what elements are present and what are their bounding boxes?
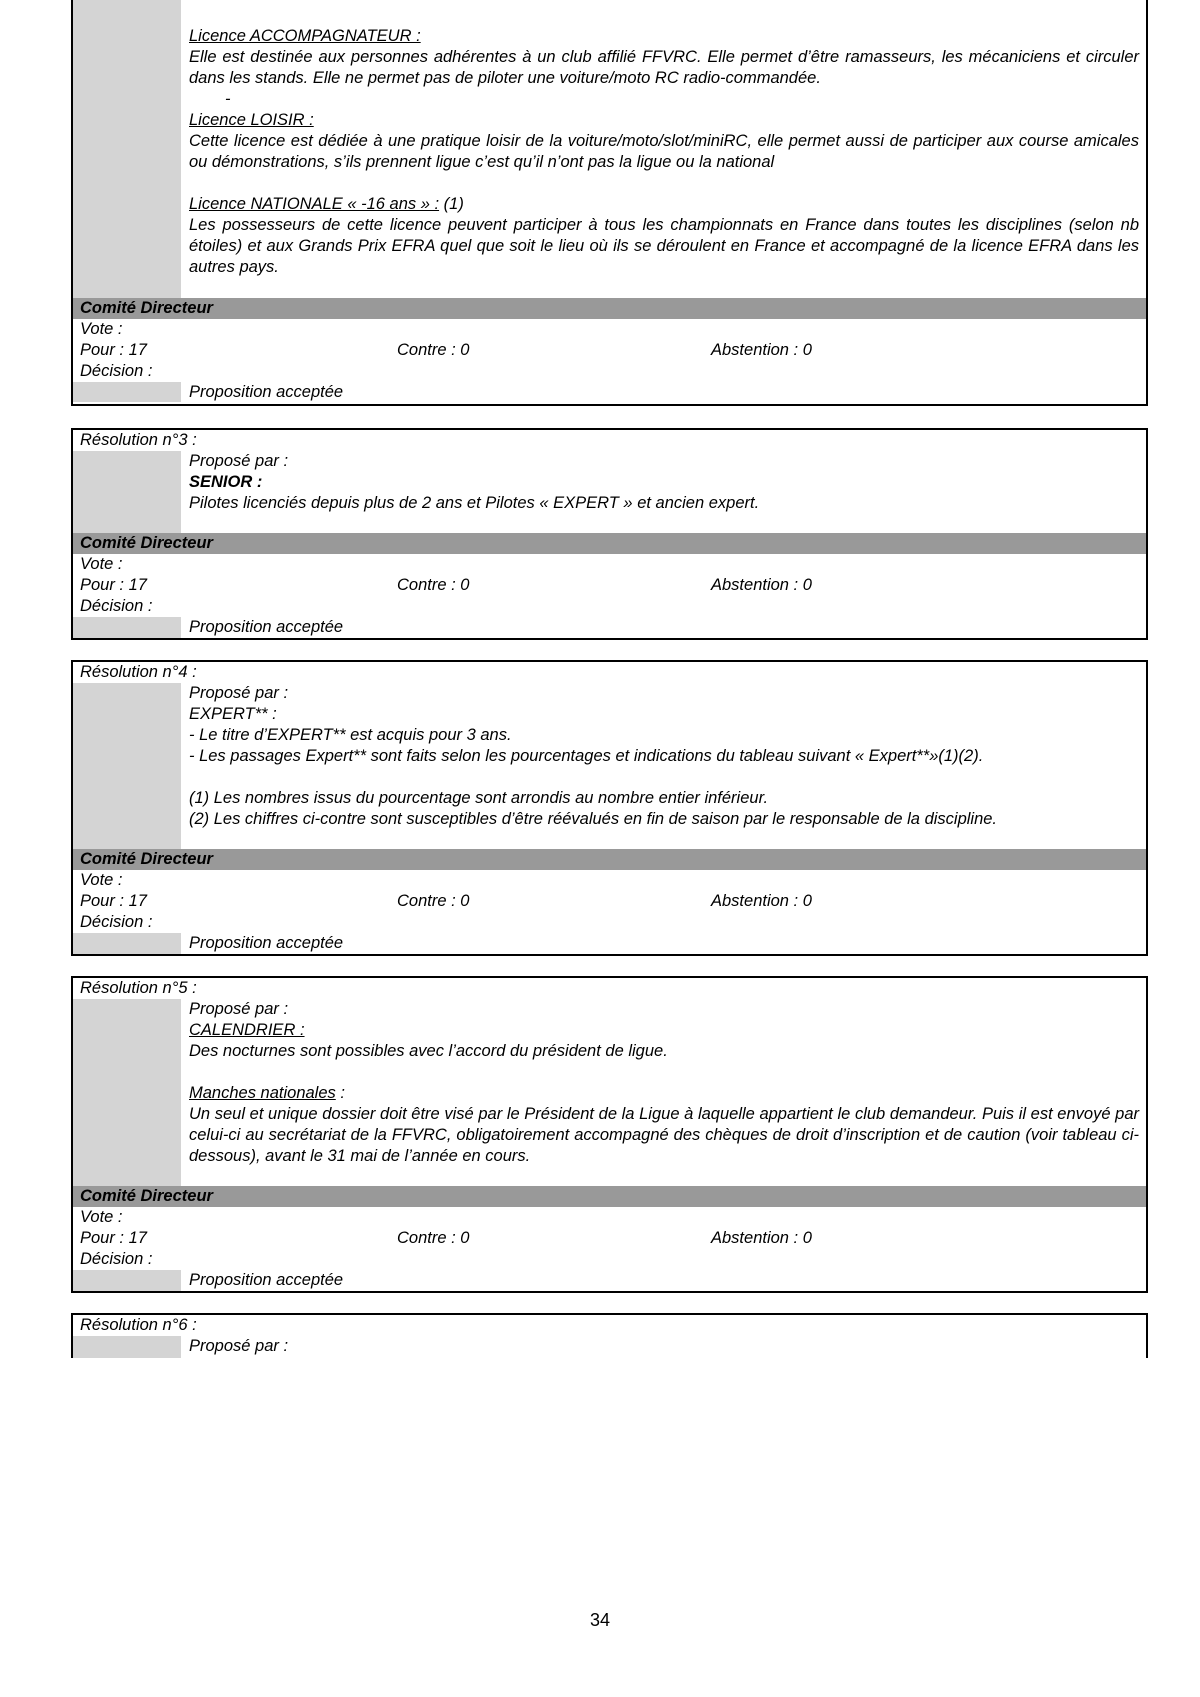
expert-note-2: (2) Les chiffres ci-contre sont susceptibles d’être réévalués en fin de saison par le responsable de la discipline. (189, 810, 998, 828)
vote-label: Vote : (80, 555, 123, 573)
propose-par-label: Proposé par : (189, 452, 289, 470)
dash-marker: - (225, 90, 231, 108)
decision-label: Décision : (80, 597, 153, 615)
licence-nationale-suffix: (1) (439, 195, 464, 213)
manches-heading (189, 1083, 1139, 1104)
abstention-count: Abstention : 0 (711, 341, 812, 359)
manches-title: Manches nationales (189, 1084, 336, 1102)
licence-nationale-heading (189, 194, 1139, 215)
abstention-count: Abstention : 0 (711, 576, 812, 594)
licence-loisir-text: Cette licence est dédiée à une pratique loisir de la voiture/moto/slot/miniRC, elle permet aussi de participer aux course amicales ou démonstrations, s’ils prennent ligue c’est qu’il n’ont pas la ligue ou la national (189, 132, 1139, 171)
page-number: 34 (589, 1610, 611, 1630)
calendrier-heading: CALENDRIER : (189, 1021, 305, 1039)
manches-text: Un seul et unique dossier doit être visé par le Président de la Ligue à laquelle appartient le club demandeur. Puis il est envoyé par celui-ci au secrétariat de la FFVRC, obligatoirement accompagné des chèques de droit d’inscription et de caution (voir tableau ci-dessous), avant le 31 mai de l’année en cours. (189, 1105, 1139, 1165)
decision-label: Décision : (80, 1250, 153, 1268)
vote-row (80, 340, 1080, 361)
decision-text: Proposition acceptée (189, 934, 344, 952)
comite-directeur-bar: Comité Directeur (73, 1186, 1146, 1207)
resolution-4 (71, 660, 1148, 956)
licence-accompagnateur-title: Licence ACCOMPAGNATEUR : (189, 27, 421, 45)
gray-column (73, 1270, 181, 1291)
contre-count: Contre : 0 (397, 892, 470, 910)
gray-column (73, 683, 181, 849)
resolution-6 (71, 1313, 1148, 1358)
pour-count: Pour : 17 (80, 576, 147, 594)
resolution-title: Résolution n°3 : (80, 431, 197, 449)
pour-count: Pour : 17 (80, 1229, 147, 1247)
manches-suffix: : (335, 1084, 345, 1102)
contre-count: Contre : 0 (397, 341, 470, 359)
vote-row (80, 1228, 1080, 1249)
resolution-title: Résolution n°5 : (80, 979, 197, 997)
vote-row (80, 891, 1080, 912)
contre-count: Contre : 0 (397, 1229, 470, 1247)
abstention-count: Abstention : 0 (711, 1229, 812, 1247)
vote-row (80, 575, 1080, 596)
decision-text: Proposition acceptée (189, 618, 344, 636)
comite-directeur-bar: Comité Directeur (73, 533, 1146, 554)
expert-line-2: - Les passages Expert** sont faits selon les pourcentages et indications du tableau suivant « Expert**»(1)(2). (189, 747, 984, 765)
gray-column (73, 382, 181, 402)
comite-directeur-bar: Comité Directeur (73, 849, 1146, 870)
resolution-title: Résolution n°4 : (80, 663, 197, 681)
licence-accompagnateur-text: Elle est destinée aux personnes adhérentes à un club affilié FFVRC. Elle permet d’être ramasseurs, les mécaniciens et circuler dans les stands. Elle ne permet pas de piloter une voiture/moto RC radio-commandée. (189, 48, 1139, 87)
pour-count: Pour : 17 (80, 892, 147, 910)
licence-loisir-title: Licence LOISIR : (189, 111, 314, 129)
gray-column (73, 1336, 181, 1358)
licence-block (71, 0, 1148, 406)
licence-nationale-title: Licence NATIONALE « -16 ans » : (189, 195, 440, 213)
expert-line-1: - Le titre d’EXPERT** est acquis pour 3 ans. (189, 726, 512, 744)
resolution-3 (71, 428, 1148, 640)
gray-column (73, 0, 181, 298)
propose-par-label: Proposé par : (189, 1000, 289, 1018)
propose-par-label: Proposé par : (189, 684, 289, 702)
gray-column (73, 933, 181, 954)
propose-par-label: Proposé par : (189, 1337, 289, 1355)
resolution-content (189, 999, 1139, 1167)
calendrier-text: Des nocturnes sont possibles avec l’accord du président de ligue. (189, 1042, 668, 1060)
decision-label: Décision : (80, 913, 153, 931)
vote-label: Vote : (80, 320, 123, 338)
expert-note-1: (1) Les nombres issus du pourcentage sont arrondis au nombre entier inférieur. (189, 789, 769, 807)
senior-heading: SENIOR : (189, 473, 263, 491)
senior-text: Pilotes licenciés depuis plus de 2 ans et Pilotes « EXPERT » et ancien expert. (189, 494, 760, 512)
licence-content (189, 26, 1139, 278)
comite-directeur-bar: Comité Directeur (73, 298, 1146, 319)
gray-column (73, 617, 181, 638)
gray-column (73, 451, 181, 533)
vote-label: Vote : (80, 1208, 123, 1226)
resolution-content (189, 451, 1139, 514)
vote-label: Vote : (80, 871, 123, 889)
decision-text: Proposition acceptée (189, 1271, 344, 1289)
resolution-content (189, 683, 1139, 830)
licence-nationale-text: Les possesseurs de cette licence peuvent participer à tous les championnats en France dans toutes les disciplines (selon nb étoiles) et aux Grands Prix EFRA quel que soit le lieu où ils se déroulent en France et accompagné de la licence EFRA dans les autres pays. (189, 216, 1139, 276)
contre-count: Contre : 0 (397, 576, 470, 594)
abstention-count: Abstention : 0 (711, 892, 812, 910)
expert-heading: EXPERT** : (189, 705, 277, 723)
resolution-5 (71, 976, 1148, 1293)
pour-count: Pour : 17 (80, 341, 147, 359)
decision-text: Proposition acceptée (189, 383, 344, 401)
decision-label: Décision : (80, 362, 153, 380)
resolution-title: Résolution n°6 : (80, 1316, 197, 1334)
gray-column (73, 999, 181, 1186)
